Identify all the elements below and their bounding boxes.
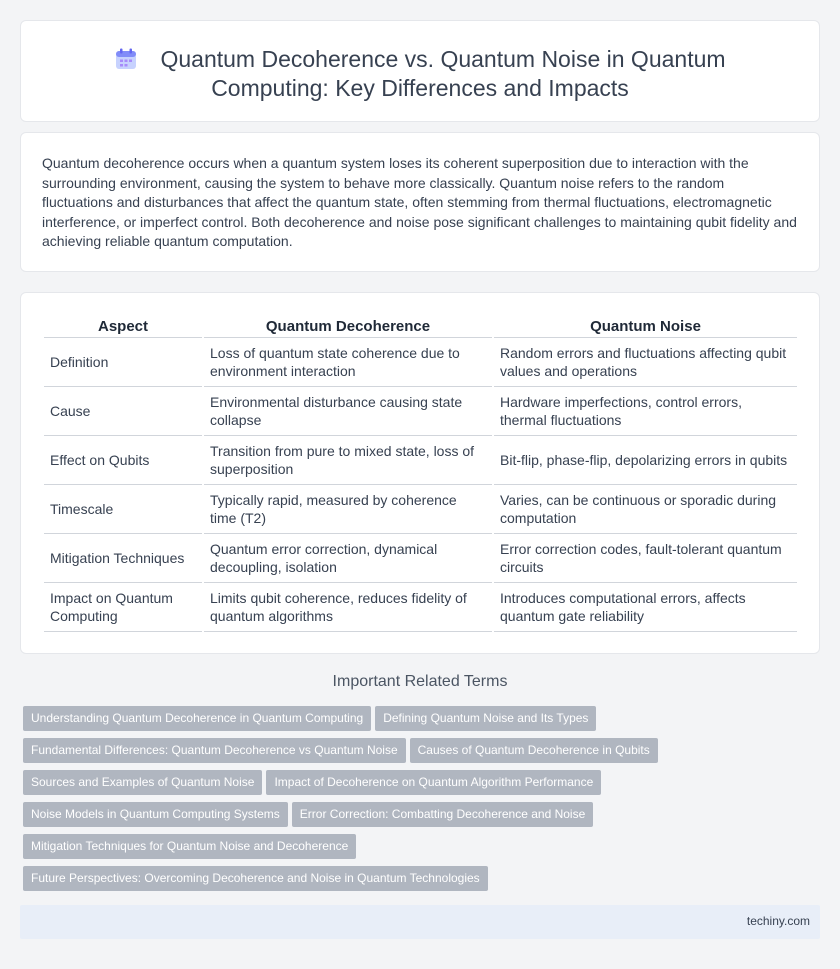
cell-noise: Bit-flip, phase-flip, depolarizing errors in qubits [494, 436, 797, 485]
table-row [44, 338, 797, 387]
cell-noise: Hardware imperfections, control errors, thermal fluctuations [494, 387, 797, 436]
cell-aspect: Effect on Qubits [44, 436, 202, 485]
cell-decoherence: Quantum error correction, dynamical decoupling, isolation [204, 534, 492, 583]
title-line-1: Quantum Decoherence vs. Quantum Noise in Quantum [160, 46, 726, 72]
table-row [44, 436, 797, 485]
related-term-tag[interactable]: Defining Quantum Noise and Its Types [375, 706, 596, 731]
header-decoherence: Quantum Decoherence [204, 316, 492, 338]
related-term-tag[interactable]: Future Perspectives: Overcoming Decoherence and Noise in Quantum Technologies [23, 866, 488, 891]
related-terms-list [23, 706, 823, 898]
cell-decoherence: Environmental disturbance causing state collapse [204, 387, 492, 436]
table-row [44, 534, 797, 583]
cell-decoherence: Loss of quantum state coherence due to environment interaction [204, 338, 492, 387]
cell-aspect: Impact on Quantum Computing [44, 583, 202, 632]
title-card [20, 20, 820, 122]
related-term-tag[interactable]: Fundamental Differences: Quantum Decoherence vs Quantum Noise [23, 738, 406, 763]
related-term-tag[interactable]: Causes of Quantum Decoherence in Qubits [410, 738, 658, 763]
related-term-tag[interactable]: Impact of Decoherence on Quantum Algorithm Performance [266, 770, 601, 795]
related-term-tag[interactable]: Sources and Examples of Quantum Noise [23, 770, 262, 795]
cell-decoherence: Transition from pure to mixed state, loss of superposition [204, 436, 492, 485]
cell-noise: Error correction codes, fault-tolerant quantum circuits [494, 534, 797, 583]
header-noise: Quantum Noise [494, 316, 797, 338]
footer [20, 905, 820, 939]
title-line-2: Computing: Key Differences and Impacts [211, 75, 629, 101]
related-term-tag[interactable]: Mitigation Techniques for Quantum Noise and Decoherence [23, 834, 356, 859]
comparison-table [42, 316, 799, 632]
related-term-tag[interactable]: Understanding Quantum Decoherence in Quantum Computing [23, 706, 371, 731]
cell-decoherence: Limits qubit coherence, reduces fidelity of quantum algorithms [204, 583, 492, 632]
header-aspect: Aspect [44, 316, 202, 338]
table-row [44, 387, 797, 436]
cell-noise: Random errors and fluctuations affecting qubit values and operations [494, 338, 797, 387]
cell-aspect: Cause [44, 387, 202, 436]
table-row [44, 583, 797, 632]
calendar-icon [114, 47, 138, 71]
comparison-card [20, 292, 820, 654]
cell-noise: Introduces computational errors, affects quantum gate reliability [494, 583, 797, 632]
related-term-tag[interactable]: Noise Models in Quantum Computing Systems [23, 802, 288, 827]
cell-aspect: Timescale [44, 485, 202, 534]
cell-noise: Varies, can be continuous or sporadic during computation [494, 485, 797, 534]
footer-site-link[interactable]: techiny.com [746, 914, 810, 928]
related-terms-heading: Important Related Terms [332, 673, 508, 690]
table-header-row [44, 316, 797, 338]
page-title [21, 45, 819, 103]
intro-paragraph: Quantum decoherence occurs when a quantum system loses its coherent superposition due to interaction with the surrounding environment, causing the system to behave more classically. Quantum noise refers to the random fluctuations and disturbances that affect the quantum state, often stemming from thermal fluctuations, electromagnetic interference, or imperfect control. Both decoherence and noise pose significant challenges to maintaining qubit fidelity and achieving reliable quantum computation. [42, 155, 797, 249]
cell-aspect: Definition [44, 338, 202, 387]
cell-decoherence: Typically rapid, measured by coherence time (T2) [204, 485, 492, 534]
table-row [44, 485, 797, 534]
intro-card [20, 132, 820, 272]
related-term-tag[interactable]: Error Correction: Combatting Decoherence and Noise [292, 802, 593, 827]
cell-aspect: Mitigation Techniques [44, 534, 202, 583]
